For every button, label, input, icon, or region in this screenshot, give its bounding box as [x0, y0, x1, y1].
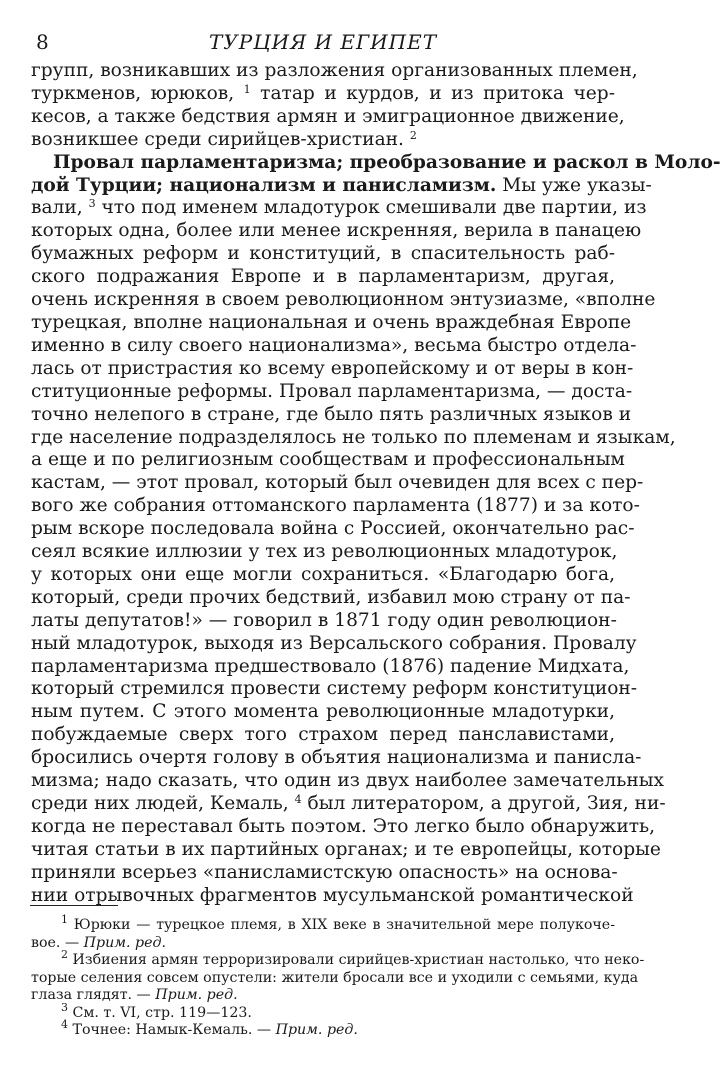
footnote-2-end: глаза глядят. — Прим. ред.	[31, 987, 238, 1003]
text-line: читая статьи в их партийных органах; и те европейцы, которые	[31, 838, 661, 860]
text-line: когда не переставал быть поэтом. Это легко было обнаружить,	[31, 815, 656, 837]
footnote-1: $^1$ Юрюки — турецкое племя, в XIX веке в значительной мере полукоче-	[61, 913, 615, 933]
footnote-2: $^2$ Избиения армян терроризировали сирийцев-христиан настолько, что неко-	[61, 948, 645, 968]
text-line: бросились очертя голову в объятия национализма и панисла-	[31, 747, 642, 769]
footnotes	[31, 913, 645, 1040]
section-heading: Провал парламентаризма; преобразование и раскол в Моло-	[53, 151, 721, 173]
text-line: кесов, а также бедствия армян и эмиграционное движение,	[31, 105, 625, 127]
text-line: у которых они еще могли сохраниться. «Благодарю бога,	[31, 563, 615, 585]
section-heading-line	[31, 151, 721, 175]
text-line: кастам, — этот провал, который был очевиден для всех с пер-	[31, 472, 644, 494]
running-title: ТУРЦИЯ И ЕГИПЕТ	[208, 30, 438, 54]
text-line: бумажных реформ и конституций, в спасительность раб-	[31, 243, 615, 265]
text-line: очень искренняя в своем революционном энтузиазме, «вполне	[31, 289, 656, 311]
text-line: туркменов, юрюков, $^1$ татар и курдов, и из притока чер-	[31, 82, 615, 104]
body-text	[31, 60, 721, 908]
section-heading-cont: дой Турции; национализм и панисламизм.	[31, 174, 497, 196]
footnote-3: $^3$ См. т. VI, стр. 119—123.	[61, 1000, 252, 1021]
text-line: ным путем. С этого момента революционные младотурки,	[31, 701, 615, 723]
text-line: который, среди прочих бедствий, избавил мою страну от па-	[31, 586, 631, 608]
text-line: дой Турции; национализм и панисламизм. Мы уже указы-	[31, 174, 652, 196]
text-line: побуждаемые сверх того страхом перед панславистами,	[31, 724, 615, 746]
text-line: групп, возникавших из разложения организованных племен,	[31, 60, 638, 81]
text-line: латы депутатов!» — говорил в 1871 году один революцион-	[31, 609, 617, 631]
text-line: а еще и по религиозным сообществам и профессиональным	[31, 449, 625, 471]
text-line: приняли всерьез «панисламистскую опасность» на основа-	[31, 861, 618, 883]
text-line: ный младотурок, выходя из Версальского собрания. Провалу	[31, 632, 637, 654]
footnote-2-cont: торые селения совсем опустели: жители бросали все и уходили с семьями, куда	[31, 969, 639, 986]
text-line: лась от пристрастия ко всему европейскому и от веры в кон-	[31, 357, 634, 379]
footnote-ref: 1	[243, 82, 251, 96]
text-line: вали, $^3$ что под именем младотурок смешивали две партии, из	[31, 197, 647, 219]
text-line: нии отрывочных фрагментов мусульманской романтической	[31, 884, 634, 906]
text-line: вого же собрания оттоманского парламента (1877) и за кото-	[31, 495, 640, 517]
text-line: парламентаризма предшествовало (1876) падение Мидхата,	[31, 655, 630, 677]
text-line: возникшее среди сирийцев-христиан. $^2$	[31, 128, 417, 150]
text-line: именно в силу своего национализма», весьма быстро отдела-	[31, 334, 637, 356]
text-line: ского подражания Европе и в парламентаризм, другая,	[31, 266, 615, 288]
footnote-4: $^4$ Точнее: Намык-Кемаль. — Прим. ред.	[61, 1018, 358, 1038]
footnote-1-cont: вое. — Прим. ред.	[31, 934, 167, 951]
text-line: рым вскоре последовала война с Россией, окончательно рас-	[31, 518, 635, 540]
text-line: которых одна, более или менее искренняя, верила в панацею	[31, 220, 642, 242]
text-line: сеял всякие иллюзии у тех из революционных младотурок,	[31, 541, 618, 563]
book-page	[31, 26, 721, 908]
page-number: 8	[36, 30, 49, 54]
text-line: ституционные реформы. Провал парламентаризма, — доста-	[31, 380, 633, 402]
text-line: точно нелепого в стране, где было пять различных языков и	[31, 403, 632, 425]
page-header	[31, 26, 615, 60]
text-line: который стремился провести систему реформ конституцион-	[31, 678, 638, 700]
footnote-ref: 4	[294, 793, 302, 806]
text-line: турецкая, вполне национальная и очень враждебная Европе	[31, 311, 632, 333]
text-line: где население подразделялось не только по племенам и языкам,	[31, 426, 676, 448]
text-line: мизма; надо сказать, что один из двух наиболее замечательных	[31, 770, 665, 792]
footnote-separator	[30, 905, 118, 906]
footnote-ref: 3	[88, 197, 96, 211]
footnote-ref: 2	[409, 128, 417, 142]
text-line: среди них людей, Кемаль, $^4$ был литератором, а другой, Зия, ни-	[31, 793, 666, 814]
